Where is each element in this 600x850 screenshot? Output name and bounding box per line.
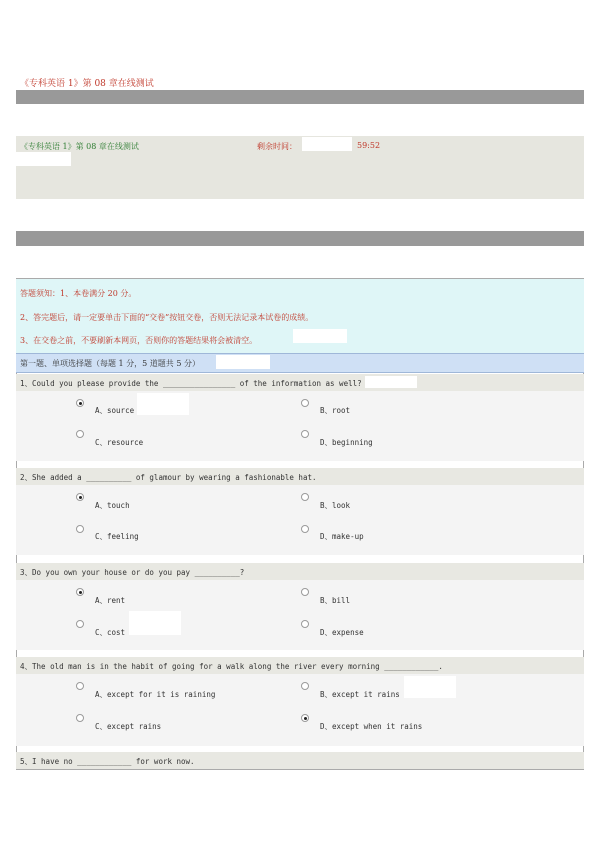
question-3-option-a-label[interactable]: A、rent — [95, 596, 126, 605]
question-1-option-a-label[interactable]: A、source — [95, 406, 135, 415]
question-3-option-d-radio[interactable] — [301, 620, 309, 628]
question-4-option-a-label[interactable]: A、except for it is raining — [95, 690, 216, 699]
question-3-text: 3、Do you own your house or do you pay __________? — [20, 568, 245, 577]
question-2-option-c-radio[interactable] — [76, 525, 84, 533]
question-3-option-d-label[interactable]: D、expense — [320, 628, 364, 637]
question-5-text: 5、I have no ____________ for work now. — [20, 757, 195, 766]
question-4-options — [16, 674, 584, 746]
question-4-option-c-radio[interactable] — [76, 714, 84, 722]
notice-line-2: 2、答完题后，请一定要单击下面的“交卷”按钮交卷，否则无法记录本试卷的成绩。 — [20, 313, 314, 322]
info-blank-box — [16, 152, 71, 166]
question-3-options — [16, 580, 584, 650]
timer-value: 59:52 — [357, 141, 381, 150]
question-2-option-d-label[interactable]: D、make-up — [320, 532, 364, 541]
timer-blank-box — [302, 137, 352, 151]
notice-blank-box — [293, 329, 347, 343]
section-blank-box — [216, 355, 270, 369]
question-1-text: 1、Could you please provide the ________________ of the information as well? — [20, 379, 362, 388]
question-2-option-b-radio[interactable] — [301, 493, 309, 501]
question-4-option-b-label[interactable]: B、except it rains — [320, 690, 400, 699]
question-1-option-b-radio[interactable] — [301, 399, 309, 407]
question-1-option-b-label[interactable]: B、root — [320, 406, 351, 415]
question-4-option-blank-box — [404, 676, 456, 698]
question-4-option-c-label[interactable]: C、except rains — [95, 722, 162, 731]
question-1-blank-box — [365, 376, 417, 388]
question-1-options — [16, 391, 584, 461]
question-4-text: 4、The old man is in the habit of going for a walk along the river every morning ____________. — [20, 662, 443, 671]
notice-line-1: 答题须知：1、本卷满分 20 分。 — [20, 289, 137, 298]
question-4-option-b-radio[interactable] — [301, 682, 309, 690]
question-4-option-d-label[interactable]: D、except when it rains — [320, 722, 423, 731]
question-2-option-c-label[interactable]: C、feeling — [95, 532, 139, 541]
question-2-option-a-label[interactable]: A、touch — [95, 501, 130, 510]
notice-line-3: 3、在交卷之前，不要刷新本网页，否则你的答题结果将会被清空。 — [20, 336, 258, 345]
question-3-option-blank-box — [129, 611, 181, 635]
question-3-option-c-radio[interactable] — [76, 620, 84, 628]
question-1-option-d-label[interactable]: D、beginning — [320, 438, 373, 447]
question-4-option-a-radio[interactable] — [76, 682, 84, 690]
header-divider-bar — [16, 90, 584, 104]
question-2-option-a-radio[interactable] — [76, 493, 84, 501]
question-1-option-blank-box — [137, 393, 189, 415]
section-divider-bar — [16, 231, 584, 246]
section-title: 第一题、单项选择题（每题 1 分，5 道题共 5 分） — [20, 359, 200, 368]
question-1-option-a-radio[interactable] — [76, 399, 84, 407]
question-2-options — [16, 485, 584, 555]
question-3-option-c-label[interactable]: C、cost — [95, 628, 126, 637]
question-1-option-c-radio[interactable] — [76, 430, 84, 438]
question-2-option-d-radio[interactable] — [301, 525, 309, 533]
exam-info-title: 《专科英语 1》第 08 章在线测试 — [20, 142, 139, 151]
question-2-option-b-label[interactable]: B、look — [320, 501, 351, 510]
question-1-option-d-radio[interactable] — [301, 430, 309, 438]
question-3-option-b-radio[interactable] — [301, 588, 309, 596]
question-4-option-d-radio[interactable] — [301, 714, 309, 722]
question-2-text: 2、She added a __________ of glamour by wearing a fashionable hat. — [20, 473, 317, 482]
question-3-option-a-radio[interactable] — [76, 588, 84, 596]
timer-label: 剩余时间： — [257, 142, 297, 151]
question-3-option-b-label[interactable]: B、bill — [320, 596, 351, 605]
question-1-option-c-label[interactable]: C、resource — [95, 438, 144, 447]
page-title: 《专科英语 1》第 08 章在线测试 — [20, 79, 154, 89]
